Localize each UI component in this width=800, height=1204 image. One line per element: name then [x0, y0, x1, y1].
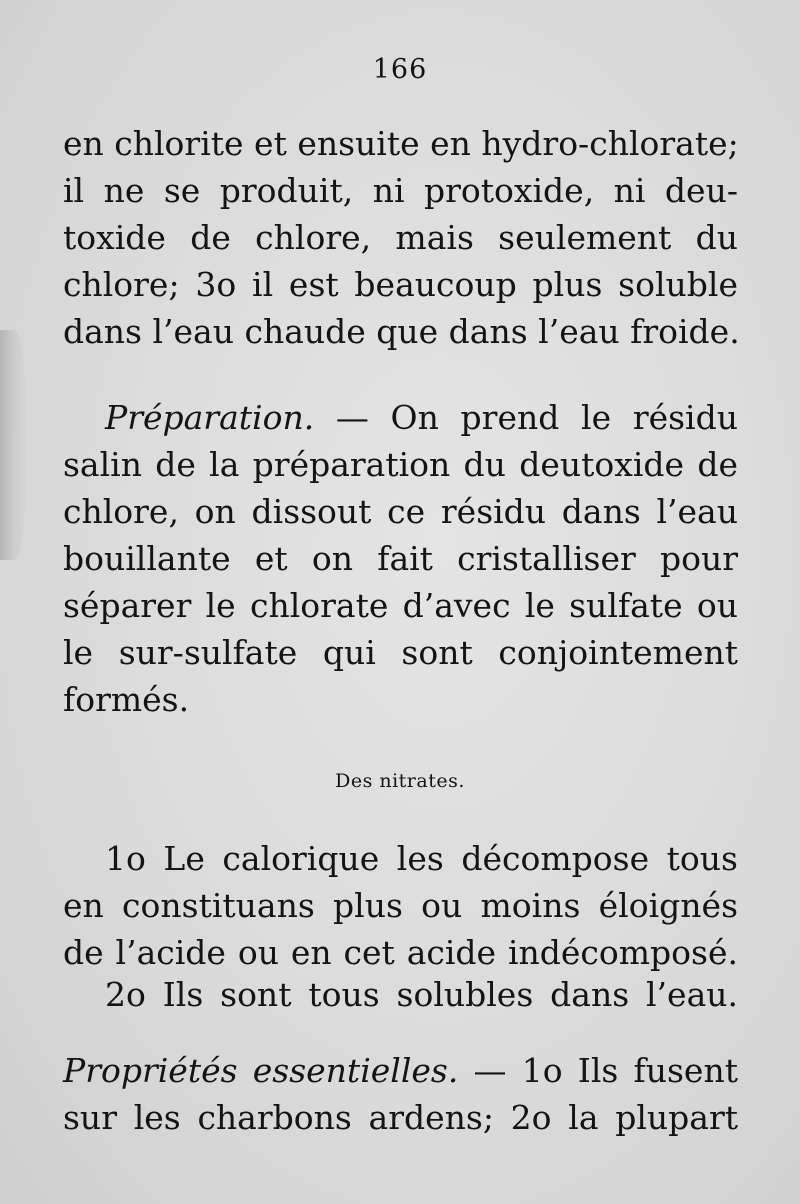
text-line: 2o Ils sont tous solubles dans l’eau. [105, 975, 738, 1014]
preparation-label: Préparation. [105, 398, 315, 437]
text-line: il ne se produit, ni protoxide, ni deu- [63, 171, 738, 210]
text-line: en constituans plus ou moins éloignés [63, 886, 738, 925]
text-segment: — 1o Ils fusent [473, 1051, 738, 1090]
text-line: de l’acide ou en cet acide indécomposé. [63, 933, 738, 972]
paragraph-nitrates-2 [63, 971, 738, 1018]
section-heading: Des nitrates. [335, 770, 465, 792]
text-line: dans l’eau chaude que dans l’eau froide. [63, 312, 740, 351]
text-line: chlore, on dissout ce résidu dans l’eau [63, 492, 738, 531]
page-number: 166 [372, 54, 428, 85]
text-segment: — On prend le résidu [335, 398, 738, 437]
text-line: en chlorite et ensuite en hydro-chlorate; [63, 124, 739, 163]
page-shadow [0, 330, 28, 560]
paragraph-chlorate-properties [63, 120, 738, 355]
text-line: séparer le chlorate d’avec le sulfate ou [63, 586, 738, 625]
text-line: formés. [63, 680, 190, 719]
paragraph-nitrates-1 [63, 835, 738, 976]
text-line: le sur-sulfate qui sont conjointement [63, 633, 738, 672]
text-line: chlore; 3o il est beaucoup plus soluble [63, 265, 738, 304]
paragraph-essential-properties [63, 1047, 738, 1141]
text-line [63, 394, 738, 441]
text-line: bouillante et on fait cristalliser pour [63, 539, 738, 578]
essential-properties-label: Propriétés essentielles. [63, 1051, 459, 1090]
text-line [63, 1047, 738, 1094]
text-line: 1o Le calorique les décompose tous [105, 839, 738, 878]
text-line: toxide de chlore, mais seulement du [63, 218, 738, 257]
text-line: salin de la préparation du deutoxide de [63, 445, 738, 484]
text-line: sur les charbons ardens; 2o la plupart [63, 1098, 738, 1137]
paragraph-preparation [63, 394, 738, 723]
